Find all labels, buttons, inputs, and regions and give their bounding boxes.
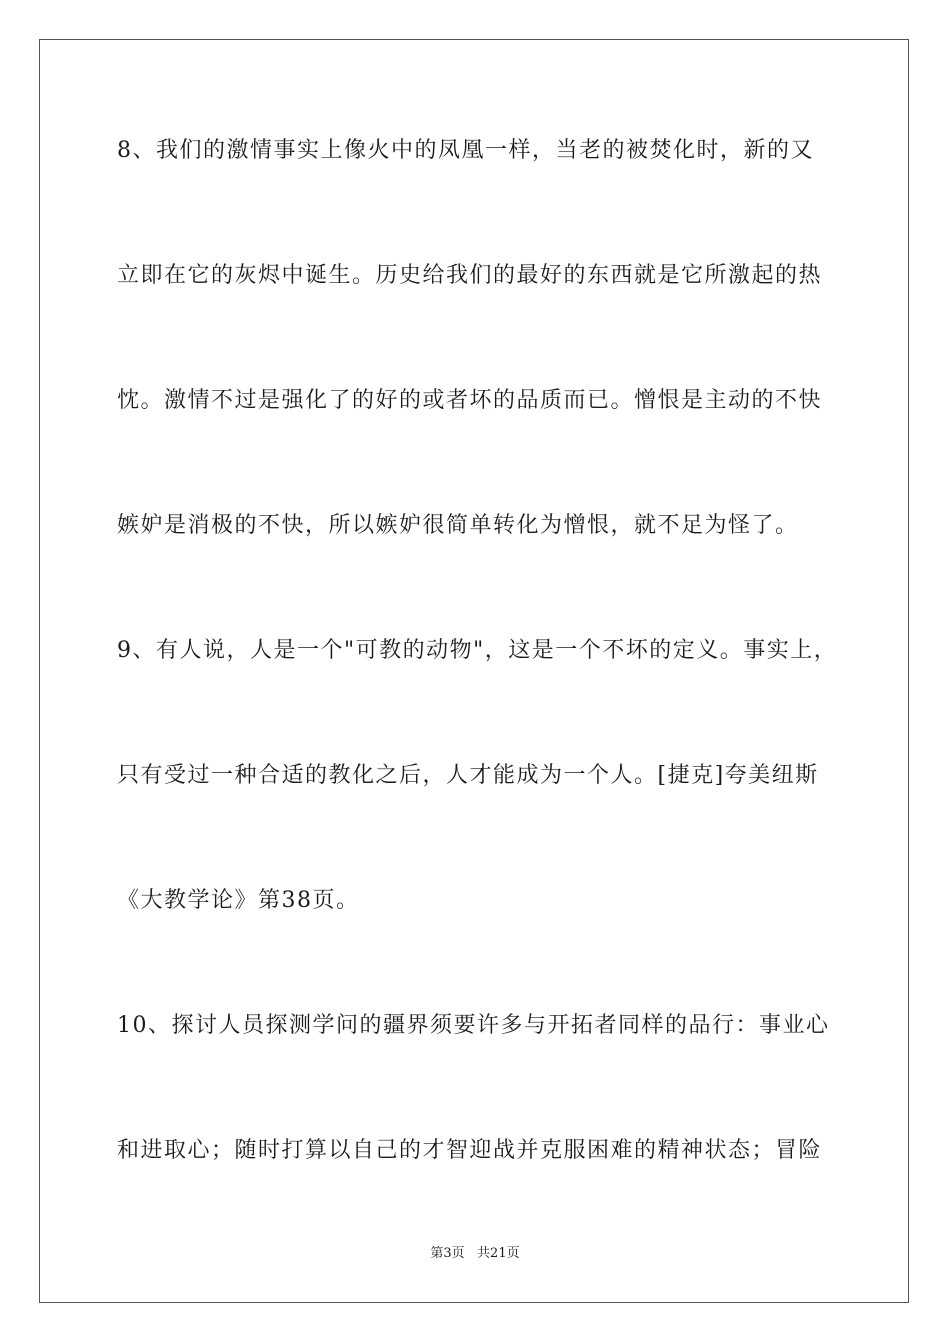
text-line: 和进取心；随时打算以自己的才智迎战并克服困难的精神状态；冒险 bbox=[117, 1138, 823, 1163]
text-line: 立即在它的灰烬中诞生。历史给我们的最好的东西就是它所激起的热 bbox=[117, 263, 823, 288]
text-line: 9、有人说，人是一个"可教的动物"，这是一个不坏的定义。事实上， bbox=[117, 638, 838, 663]
text-line: 10、探讨人员探测学问的疆界须要许多与开拓者同样的品行：事业心 bbox=[117, 1013, 830, 1038]
text-line: 8、我们的激情事实上像火中的凤凰一样，当老的被焚化时，新的又 bbox=[117, 138, 814, 163]
page-frame bbox=[39, 39, 909, 1303]
text-line: 只有受过一种合适的教化之后，人才能成为一个人。[捷克]夸美纽斯 bbox=[117, 763, 819, 788]
text-line: 嫉妒是消极的不快，所以嫉妒很简单转化为憎恨，就不足为怪了。 bbox=[117, 513, 799, 538]
text-line: 《大教学论》第38页。 bbox=[117, 888, 360, 913]
text-line: 忱。激情不过是强化了的好的或者坏的品质而已。憎恨是主动的不快 bbox=[117, 388, 823, 413]
page-number-footer: 第3页 共21页 bbox=[430, 1246, 520, 1261]
